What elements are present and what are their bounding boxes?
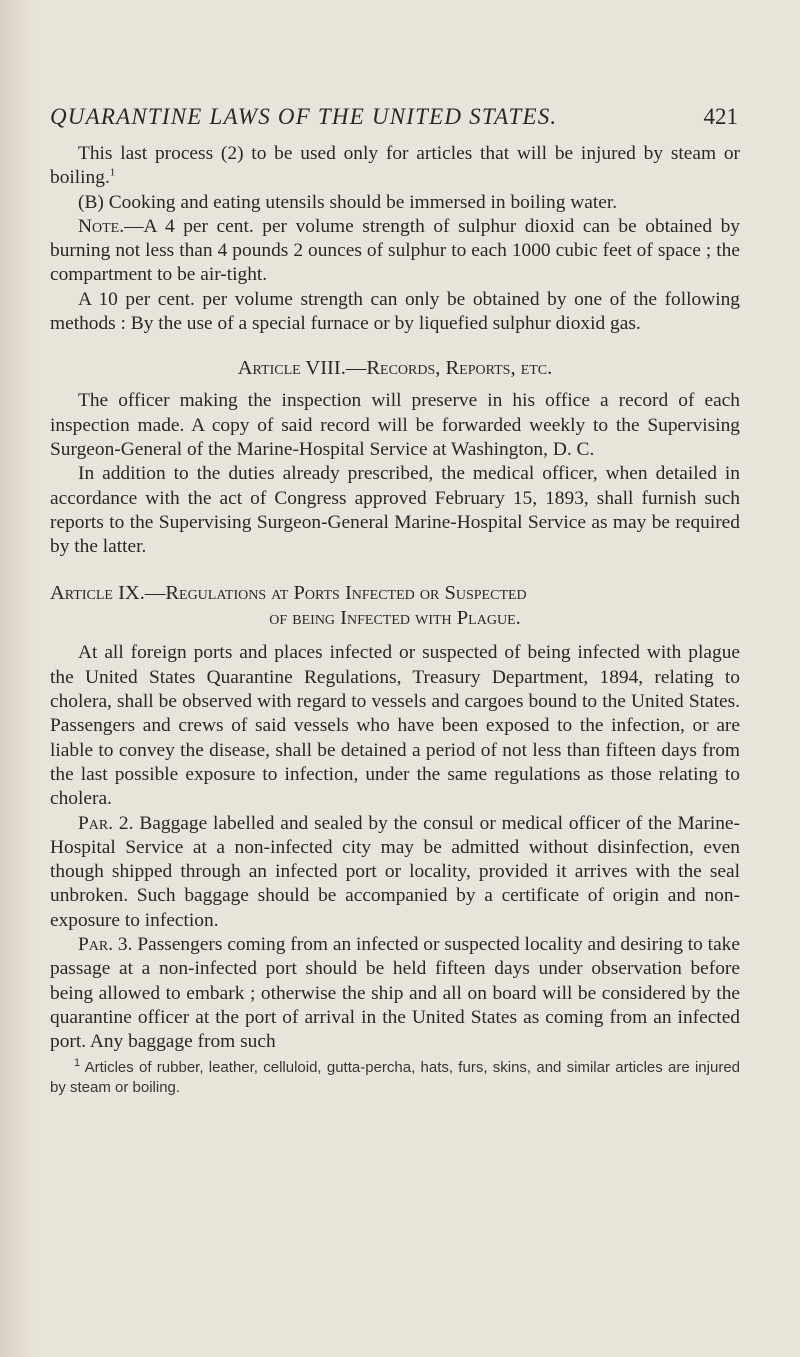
par-3-text: Passengers coming from an infected or suspected locality and desiring to take passage at a non-infected port should be held fifteen days under observation before being allowed to embark ; otherwise the ship and all on board will be considered by the quarantine officer at the port of arrival in the United States as coming from an infected port. Any baggage from such [50, 934, 740, 1053]
par-2-label: Par. 2. [78, 812, 134, 834]
footnote-text: Articles of rubber, leather, celluloid, gutta-percha, hats, furs, skins, and similar articles are injured by steam or boiling. [50, 1058, 741, 1096]
running-title: QUARANTINE LAWS OF THE UNITED STATES. [50, 104, 558, 129]
paragraph-par-3 [50, 933, 740, 1054]
note-label: Note. [78, 215, 125, 237]
paragraph-par-2 [50, 812, 740, 933]
paragraph-reports: In addition to the duties already prescribed, the medical officer, when detailed in accordance with the act of Congress approved February 15, 1893, shall furnish such reports to the Supervising Surgeon-General Marine-Hospital Service as may be required by the latter. [50, 463, 740, 558]
paragraph-10-percent: A 10 per cent. per volume strength can only be obtained by one of the following methods : By the use of a special furnace or by liquefied sulphur dioxid gas. [50, 288, 740, 335]
paragraph-text: This last process (2) to be used only for articles that will be injured by steam or boiling. [50, 143, 740, 189]
footnote-1 [50, 1058, 740, 1098]
page-binding-shadow [0, 0, 38, 1357]
paragraph-process-2 [50, 142, 740, 191]
paragraph-foreign-ports: At all foreign ports and places infected or suspected of being infected with plague the United States Quarantine Regulations, Treasury Department, 1894, relating to cholera, shall be observed with regard to vessels and cargoes bound to the United States. Passengers and crews of said vessels who have been exposed to the infection, or are liable to convey the disease, shall be detained a period of not less than fifteen days from the last possible exposure to infection, under the same regulations as those relating to cholera. [50, 642, 740, 810]
footnotes [50, 1058, 740, 1098]
paragraph-utensils: (B) Cooking and eating utensils should be immersed in boiling water. [78, 191, 618, 213]
par-2-text: Baggage labelled and sealed by the consul or medical officer of the Marine-Hospital Service at a non-infected city may be admitted without disinfection, even though shipped through an infected port or locality, provided it arrives with the seal unbroken. Such baggage should be accompanied by a certificate of origin and non-exposure to infection. [50, 812, 740, 931]
page-number: 421 [703, 104, 738, 129]
paragraph-note [50, 215, 740, 288]
note-text: —A 4 per cent. per volume strength of sulphur dioxid can be obtained by burning not less than 4 pounds 2 ounces of sulphur to each 1000 cubic feet of space ; the compartment to be air-tight. [50, 215, 740, 286]
footnote-marker: 1 [74, 1056, 81, 1069]
article-ix-heading-line1: Article IX.—Regulations at Ports Infected or Suspected [50, 582, 527, 605]
running-header [50, 104, 740, 130]
book-page [50, 104, 740, 1098]
article-viii-heading: Article VIII.—Records, Reports, etc. [237, 357, 553, 380]
footnote-ref: 1 [109, 166, 116, 179]
par-3-label: Par. 3. [78, 934, 133, 956]
paragraph-records: The officer making the inspection will preserve in his office a record of each inspection made. A copy of said record will be forwarded weekly to the Supervising Surgeon-General of the Marine-Hospital Service at Washington, D. C. [50, 390, 740, 460]
article-ix-heading [50, 581, 740, 631]
article-ix-heading-line2: of being Infected with Plague. [269, 607, 521, 630]
